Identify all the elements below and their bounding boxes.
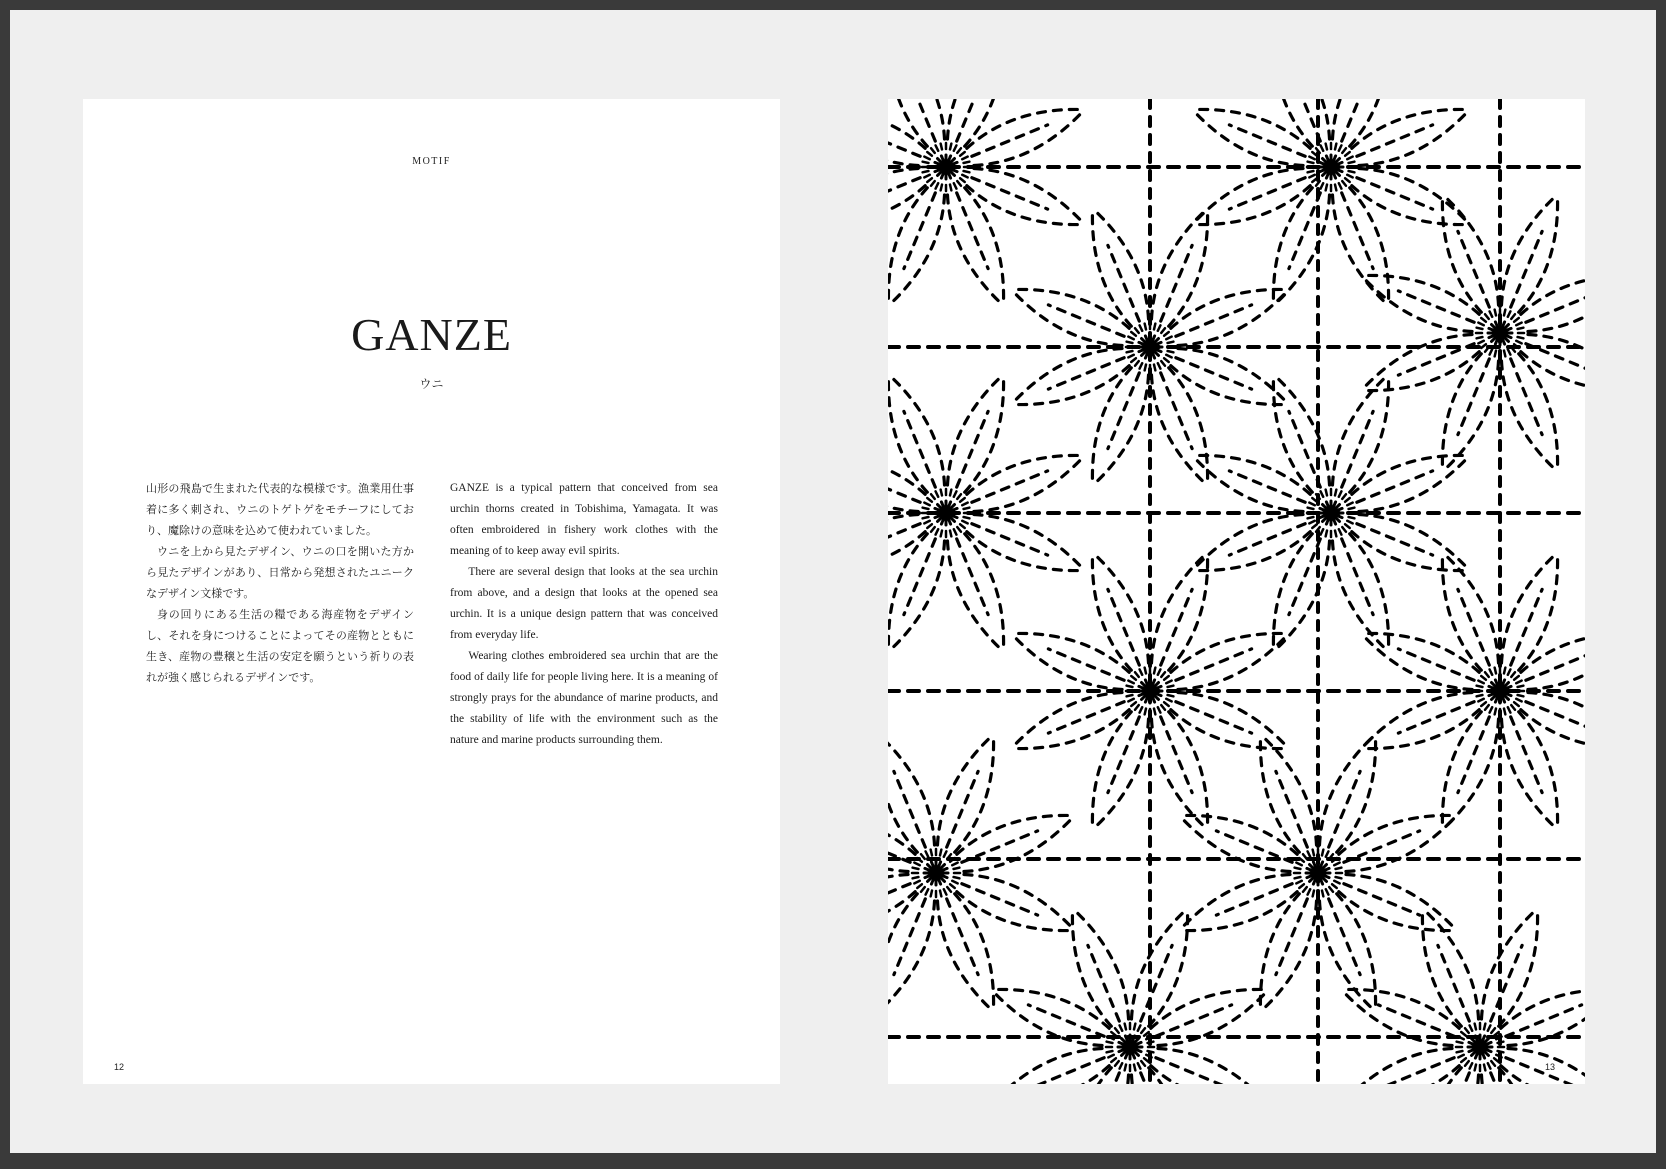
right-page [888,99,1585,1084]
page-title: GANZE [351,309,512,360]
jp-paragraph: 身の回りにある生活の糧である海産物をデザインし、それを身につけることによってその産物とともに生き、産物の豊穣と生活の安定を願うという祈りの表れが強く感じられるデザインです。 [146,608,414,684]
en-paragraph: GANZE is a typical pattern that conceived from sea urchin thorns created in Tobishima, Yamagata. It was often embroidered in fishery work clothes with the meaning of to keep away evil spirits. [450,482,718,557]
left-page [83,99,780,1084]
book-spread [10,10,1656,1153]
english-body-text [450,478,718,751]
section-label: MOTIF [412,156,451,167]
jp-paragraph: 山形の飛島で生まれた代表的な模様です。漁業用仕事着に多く刺され、ウニのトゲトゲをモチーフにしており、魔除けの意味を込めて使われていました。 [146,482,414,537]
page-number: 13 [1544,1062,1555,1072]
en-paragraph: Wearing clothes embroidered sea urchin that are the food of daily life for people living here. It is a meaning of strongly prays for the abundance of marine products, and the stability of life with the environment such as the nature and marine products surrounding them. [450,650,718,746]
japanese-body-text [146,478,414,688]
page-subtitle: ウニ [419,377,444,391]
page-number: 12 [114,1062,125,1072]
en-paragraph: There are several design that looks at the sea urchin from above, and a design that looks at the opened sea urchin. It is a unique design pattern that was conceived from everyday life. [450,566,718,641]
jp-paragraph: ウニを上から見たデザイン、ウニの口を開いた方から見たデザインがあり、日常から発想されたユニークなデザイン文様です。 [146,545,414,600]
ganze-pattern-illustration [888,99,1585,1084]
